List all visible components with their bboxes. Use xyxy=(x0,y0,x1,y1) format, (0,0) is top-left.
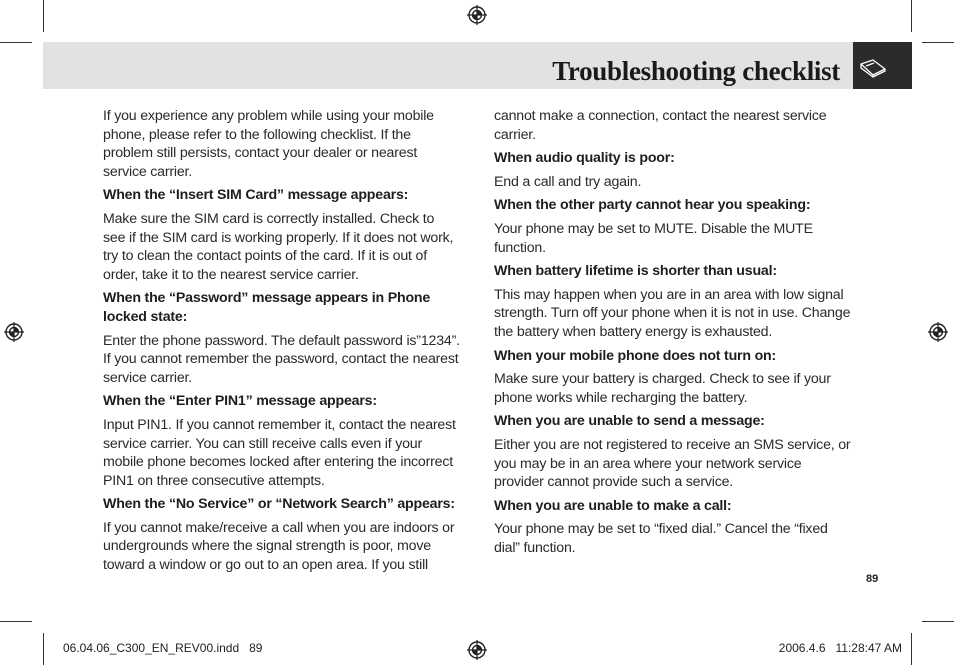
footer-timestamp: 2006.4.6 11:28:47 AM xyxy=(778,641,902,655)
crop-mark-top-left-v xyxy=(43,0,44,32)
footer-file-info: 06.04.06_C300_EN_REV00.indd 89 xyxy=(63,641,263,655)
left-column xyxy=(103,107,460,580)
section-body: Make sure the SIM card is correctly installed. Check to see if the SIM card is working properly. If it does not work, try to clean the contact points of the card. If it is out of order, take it to the nearest service carrier. xyxy=(103,210,454,283)
registration-mark-icon xyxy=(928,322,948,342)
section-heading: When audio quality is poor: xyxy=(494,150,675,167)
section-heading: When your mobile phone does not turn on: xyxy=(494,347,777,364)
registration-mark-icon xyxy=(467,640,487,660)
right-column xyxy=(494,107,854,562)
phone-icon xyxy=(859,58,887,78)
registration-mark-icon xyxy=(4,322,24,342)
section-body: This may happen when you are in an area with low signal strength. Turn off your phone when it is not in use. Change the battery when battery energy is exhausted. xyxy=(494,286,851,340)
page-number: 89 xyxy=(866,573,879,585)
crop-mark-bottom-left-h xyxy=(0,621,32,622)
intro-paragraph: If you experience any problem while using your mobile phone, please refer to the following checklist. If the problem still persists, contact your dealer or nearest service carrier. xyxy=(103,108,434,180)
continuation-paragraph: cannot make a connection, contact the nearest service carrier. xyxy=(494,108,827,143)
crop-mark-top-left-h xyxy=(0,42,32,43)
section-body: Either you are not registered to receive an SMS service, or you may be in an area where your network service provider cannot provide such a service. xyxy=(494,436,851,491)
section-body: Make sure your battery is charged. Check to see if your phone works while recharging the battery. xyxy=(494,371,831,406)
section-heading: When you are unable to make a call: xyxy=(494,497,732,514)
crop-mark-top-right-h xyxy=(922,42,954,43)
section-body: If you cannot make/receive a call when you are indoors or undergrounds where the signal strength is poor, move toward a window or go out to an open area. If you still xyxy=(103,519,455,574)
section-heading: When you are unable to send a message: xyxy=(494,413,765,430)
section-heading: When the other party cannot hear you speaking: xyxy=(494,197,811,214)
crop-mark-bottom-left-v xyxy=(43,633,44,665)
section-heading: When the “Enter PIN1” message appears: xyxy=(103,393,377,410)
section-body: Input PIN1. If you cannot remember it, contact the nearest service carrier. You can still receive calls even if your mobile phone becomes locked after entering the incorrect PIN1 on three consecutive attempts. xyxy=(103,416,456,489)
crop-mark-bottom-right-v xyxy=(911,633,912,665)
section-body: Your phone may be set to “fixed dial.” Cancel the “fixed dial” function. xyxy=(494,521,828,556)
section-heading: When the “Insert SIM Card” message appears: xyxy=(103,187,409,204)
header-tab xyxy=(853,42,912,89)
section-body: Your phone may be set to MUTE. Disable the MUTE function. xyxy=(494,220,813,256)
section-heading: When the “Password” message appears in Phone locked state: xyxy=(103,290,431,325)
section-body: Enter the phone password. The default password is”1234”. If you cannot remember the password, contact the nearest service carrier. xyxy=(103,332,460,386)
section-heading: When the “No Service” or “Network Search” appears: xyxy=(103,496,455,513)
page-title: Troubleshooting checklist xyxy=(552,56,840,86)
crop-mark-top-right-v xyxy=(911,0,912,32)
section-body: End a call and try again. xyxy=(494,173,642,190)
section-heading: When battery lifetime is shorter than usual: xyxy=(494,263,777,280)
registration-mark-icon xyxy=(467,5,487,25)
crop-mark-bottom-right-h xyxy=(922,621,954,622)
